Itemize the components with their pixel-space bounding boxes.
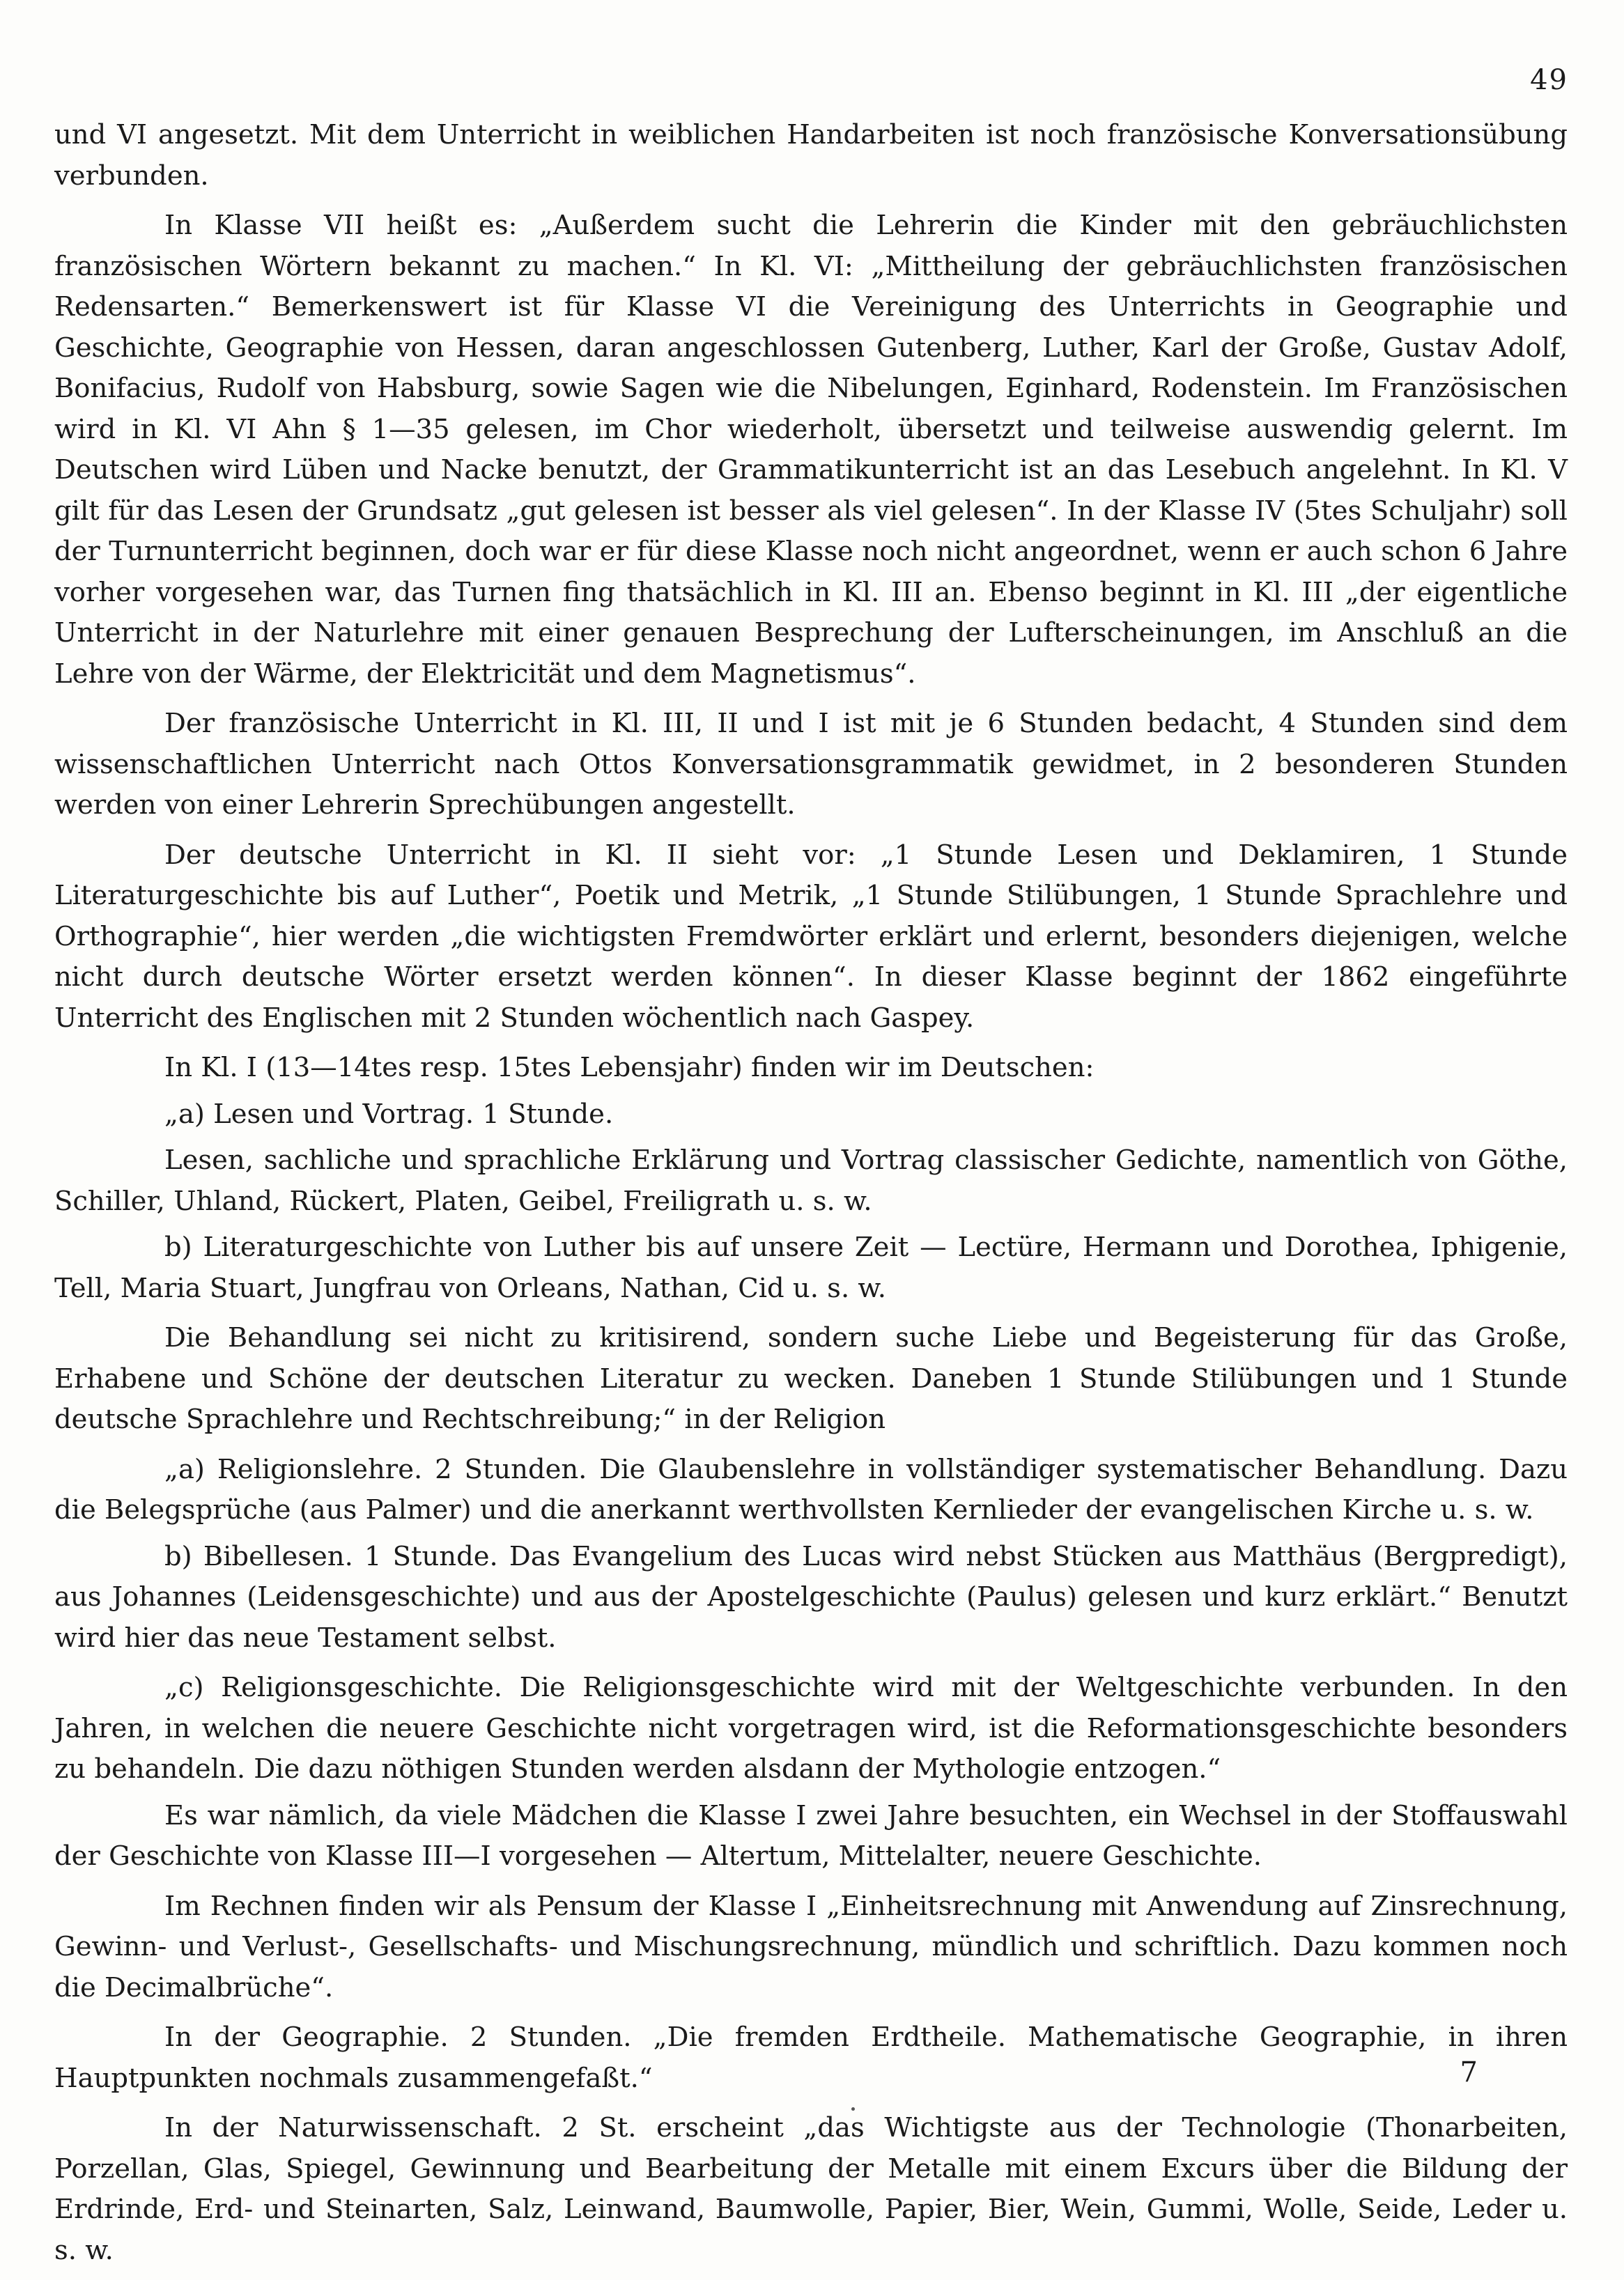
paragraph: In der Geographie. 2 Stunden. „Die fremden Erdtheile. Mathematische Geographie, in ihren Hauptpunkten nochmals zusammengefaßt.“ — [54, 2022, 1568, 2094]
print-speck — [851, 2107, 855, 2111]
paragraph: b) Literaturgeschichte von Luther bis auf unsere Zeit — Lectüre, Hermann und Dorothea, Iphigenie, Tell, Maria Stuart, Jungfrau von Orleans, Nathan, Cid u. s. w. — [54, 1232, 1568, 1304]
printer-signature: 7 — [1460, 2056, 1478, 2088]
paragraph: Lesen, sachliche und sprachliche Erklärung und Vortrag classischer Gedichte, namentlich von Göthe, Schiller, Uhland, Rückert, Platen, Geibel, Freiligrath u. s. w. — [54, 1145, 1568, 1217]
paragraph: Der französische Unterricht in Kl. III, II und I ist mit je 6 Stunden bedacht, 4 Stunden sind dem wissenschaftlichen Unterricht nach Ottos Konversationsgrammatik gewidmet, in 2 besonderen Stunden werden von einer Lehrerin Sprechübungen angestellt. — [54, 708, 1568, 821]
paragraph: „c) Religionsgeschichte. Die Religionsgeschichte wird mit der Weltgeschichte verbunden. In den Jahren, in welchen die neuere Geschichte nicht vorgetragen wird, ist die Reformationsgeschichte besonders zu behandeln. Die dazu nöthigen Stunden werden alsdann der Mythologie entzogen.“ — [54, 1672, 1568, 1785]
paragraph: „a) Religionslehre. 2 Stunden. Die Glaubenslehre in vollständiger systematischer Behandlung. Dazu die Belegsprüche (aus Palmer) und die anerkannt werthvollsten Kernlieder der evangelischen Kirche u. s. w. — [54, 1453, 1568, 1526]
paragraph: Die Behandlung sei nicht zu kritisirend, sondern suche Liebe und Begeisterung für das Große, Erhabene und Schöne der deutschen Literatur zu wecken. Daneben 1 Stunde Stilübungen und 1 Stunde deutsche Sprachlehre und Rechtschreibung;“ in der Religion — [54, 1322, 1568, 1435]
paragraph: In der Naturwissenschaft. 2 St. erscheint „das Wichtigste aus der Technologie (Thonarbeiten, Porzellan, Glas, Spiegel, Gewinnung und Bearbeitung der Metalle mit einem Excurs über die Bildung der Erdrinde, Erd- und Steinarten, Salz, Leinwand, Baumwolle, Papier, Bier, Wein, Gummi, Wolle, Seide, Leder u. s. w. — [54, 2112, 1568, 2266]
paragraph: b) Bibellesen. 1 Stunde. Das Evangelium des Lucas wird nebst Stücken aus Matthäus (Bergpredigt), aus Johannes (Leidensgeschichte) und aus der Apostelgeschichte (Paulus) gelesen und kurz erklärt.“ Benutzt wird hier das neue Testament selbst. — [54, 1540, 1568, 1654]
paragraph: Der deutsche Unterricht in Kl. II sieht vor: „1 Stunde Lesen und Deklamiren, 1 Stunde Literaturgeschichte bis auf Luther“, Poetik und Metrik, „1 Stunde Stilübungen, 1 Stunde Sprachlehre und Orthographie“, hier werden „die wichtigsten Fremdwörter erklärt und erlernt, besonders diejenigen, welche nicht durch deutsche Wörter ersetzt werden können“. In dieser Klasse beginnt der 1862 eingeführte Unterricht des Englischen mit 2 Stunden wöchentlich nach Gaspey. — [54, 839, 1568, 1034]
paragraph: Im Rechnen finden wir als Pensum der Klasse I „Einheitsrechnung mit Anwendung auf Zinsrechnung, Gewinn- und Verlust-, Gesellschafts- und Mischungsrechnung, mündlich und schriftlich. Dazu kommen noch die Decimalbrüche“. — [54, 1890, 1568, 2003]
paragraph: Es war nämlich, da viele Mädchen die Klasse I zwei Jahre besuchten, ein Wechsel in der Stoffauswahl der Geschichte von Klasse III—I vorgesehen — Altertum, Mittelalter, neuere Geschichte. — [54, 1799, 1568, 1872]
paragraph: und VI angesetzt. Mit dem Unterricht in weiblichen Handarbeiten ist noch französische Konversationsübung verbunden. — [54, 119, 1568, 192]
body-text — [54, 115, 1568, 2280]
page-number: 49 — [1530, 64, 1568, 96]
paragraph: In Klasse VII heißt es: „Außerdem sucht die Lehrerin die Kinder mit den gebräuchlichsten französischen Wörtern bekannt zu machen.“ In Kl. VI: „Mittheilung der gebräuchlichsten französischen Redensarten.“ Bemerkenswert ist für Klasse VI die Vereinigung des Unterrichts in Geographie und Geschichte, Geographie von Hessen, daran angeschlossen Gutenberg, Luther, Karl der Große, Gustav Adolf, Bonifacius, Rudolf von Habsburg, sowie Sagen wie die Nibelungen, Eginhard, Rodenstein. Im Französischen wird in Kl. VI Ahn § 1—35 gelesen, im Chor wiederholt, übersetzt und teilweise auswendig gelernt. Im Deutschen wird Lüben und Nacke benutzt, der Grammatikunterricht ist an das Lesebuch angelehnt. In Kl. V gilt für das Lesen der Grundsatz „gut gelesen ist besser als viel gelesen“. In der Klasse IV (5tes Schuljahr) soll der Turnunterricht beginnen, doch war er für diese Klasse noch nicht angeordnet, wenn er auch schon 6 Jahre vorher vorgesehen war, das Turnen fing thatsächlich in Kl. III an. Ebenso beginnt in Kl. III „der eigentliche Unterricht in der Naturlehre mit einer genauen Besprechung der Lufterscheinungen, im Anschluß an die Lehre von der Wärme, der Elektricität und dem Magnetismus“. — [54, 210, 1568, 690]
paragraph: In Kl. I (13—14tes resp. 15tes Lebensjahr) finden wir im Deutschen: — [164, 1052, 1095, 1083]
paragraph: „a) Lesen und Vortrag. 1 Stunde. — [164, 1098, 614, 1130]
